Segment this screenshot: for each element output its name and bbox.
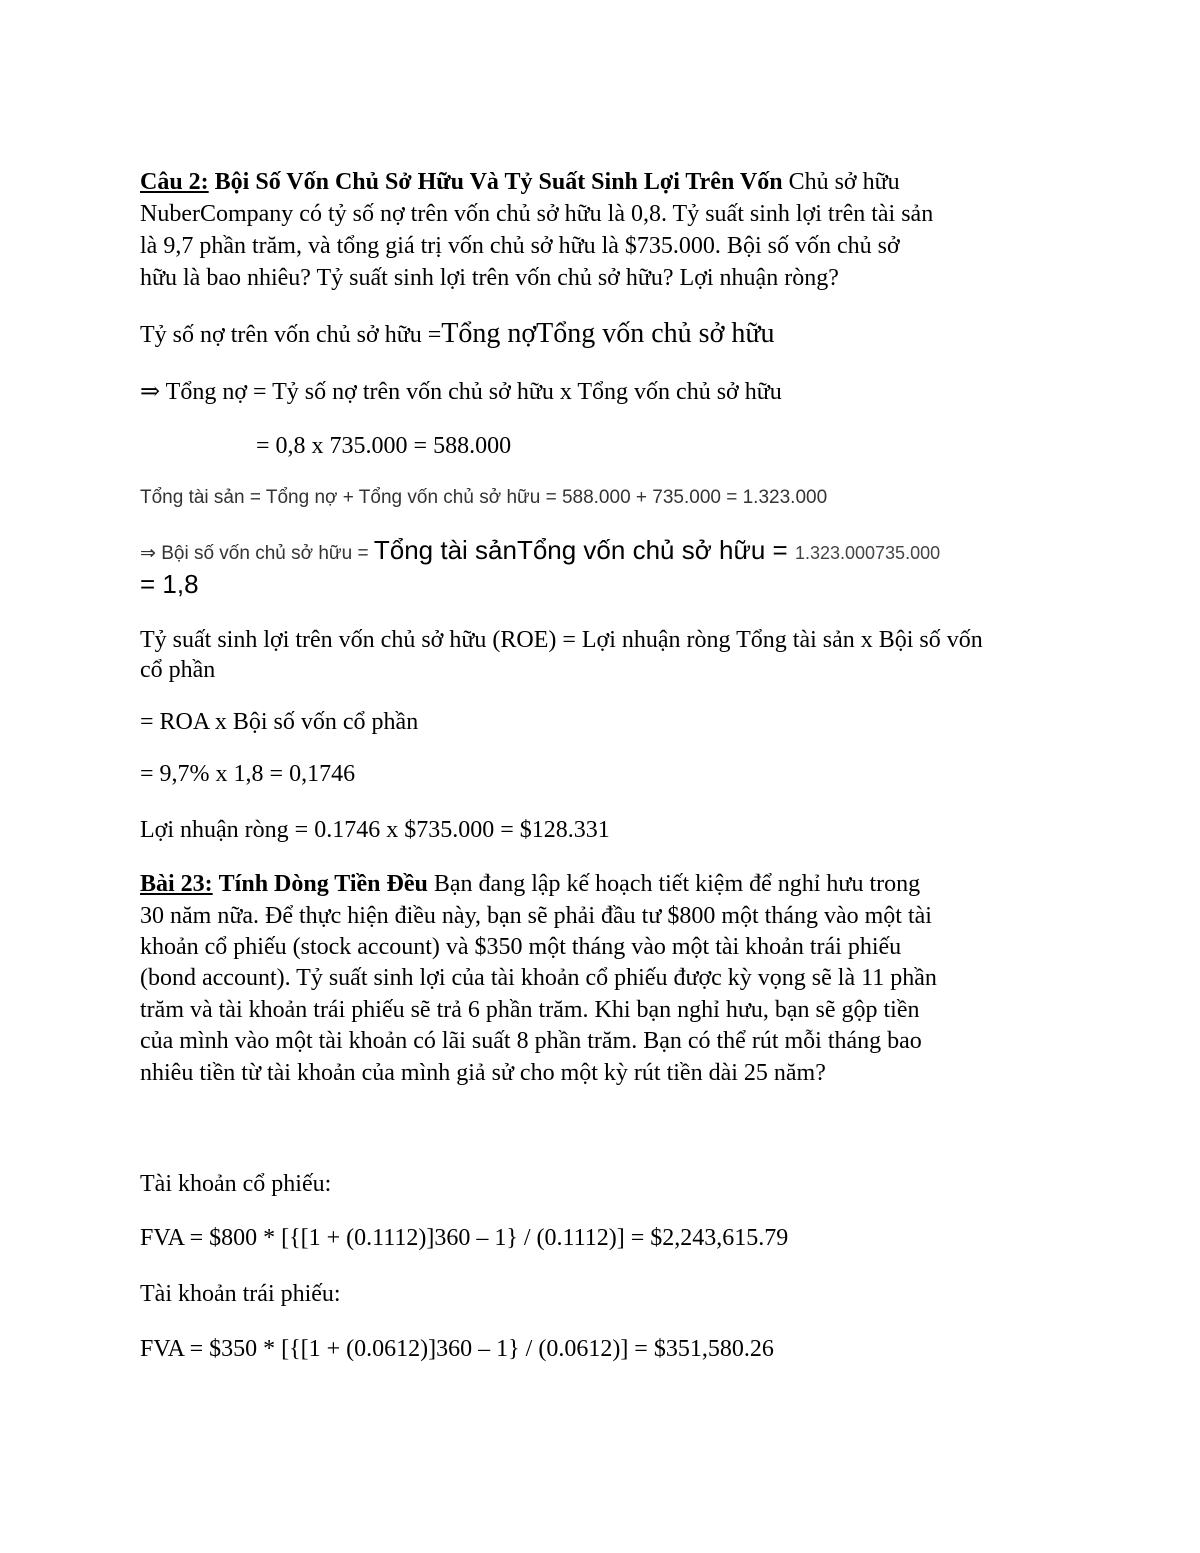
q2-title: Bội Số Vốn Chủ Sở Hữu Và Tỷ Suất Sinh Lợi Trên Vốn	[214, 169, 783, 195]
total-debt-value: = 0,8 x 735.000 = 588.000	[256, 433, 512, 459]
b23-text-line5: trăm và tài khoản trái phiếu sẽ trả 6 phần trăm. Khi bạn nghỉ hưu, bạn sẽ gộp tiền	[140, 997, 920, 1023]
q2-label: Câu 2:	[140, 169, 209, 195]
b23-text-line7: nhiêu tiền từ tài khoản của mình giả sử cho một kỳ rút tiền dài 25 năm?	[140, 1060, 826, 1086]
de-ratio-formula	[140, 320, 775, 349]
equity-multiplier-result: = 1,8	[140, 569, 199, 599]
b23-heading-line	[140, 870, 920, 898]
q2-text-line1: Chủ sở hữu	[782, 169, 900, 195]
em-mid: Tổng tài sảnTổng vốn chủ sở hữu =	[373, 535, 795, 565]
bond-account-label: Tài khoản trái phiếu:	[140, 1281, 341, 1307]
stock-account-fva: FVA = $800 * [{[1 + (0.1112)]360 – 1} / (0.1112)] = $2,243,615.79	[140, 1225, 789, 1251]
b23-text-line3: khoản cổ phiếu (stock account) và $350 một tháng vào một tài khoản trái phiếu	[140, 934, 902, 960]
roe-formula: = ROA x Bội số vốn cổ phần	[140, 709, 419, 735]
equity-multiplier-formula	[140, 536, 940, 568]
b23-title: Tính Dòng Tiền Đều	[218, 871, 428, 897]
roe-formula-line1: Tỷ suất sinh lợi trên vốn chủ sở hữu (ROE) = Lợi nhuận ròng Tổng tài sản x Bội số vốn	[140, 627, 983, 653]
q2-heading-line	[140, 168, 900, 196]
roe-value: = 9,7% x 1,8 = 0,1746	[140, 761, 356, 787]
q2-text-line2: NuberCompany có tỷ số nợ trên vốn chủ sở hữu là 0,8. Tỷ suất sinh lợi trên tài sản	[140, 201, 934, 227]
net-income: Lợi nhuận ròng = 0.1746 x $735.000 = $128.331	[140, 817, 610, 843]
q2-text-line3: là 9,7 phần trăm, và tổng giá trị vốn chủ sở hữu là $735.000. Bội số vốn chủ sở	[140, 233, 900, 259]
de-ratio-rhs: Tổng nợTổng vốn chủ sở hữu	[441, 318, 775, 349]
em-lhs: ⇒ Bội số vốn chủ sở hữu =	[140, 543, 374, 564]
b23-text-line1: Bạn đang lập kế hoạch tiết kiệm để nghỉ hưu trong	[427, 871, 921, 897]
b23-text-line6: của mình vào một tài khoản có lãi suất 8 phần trăm. Bạn có thể rút mỗi tháng bao	[140, 1028, 922, 1054]
em-rhs: 1.323.000735.000	[794, 543, 941, 563]
b23-label: Bài 23:	[140, 871, 213, 897]
roe-formula-line2: cổ phần	[140, 657, 216, 683]
q2-text-line4: hữu là bao nhiêu? Tỷ suất sinh lợi trên vốn chủ sở hữu? Lợi nhuận ròng?	[140, 265, 839, 291]
b23-text-line4: (bond account). Tỷ suất sinh lợi của tài khoản cổ phiếu được kỳ vọng sẽ là 11 phần	[140, 965, 937, 991]
stock-account-label: Tài khoản cổ phiếu:	[140, 1171, 332, 1197]
total-assets-formula: Tổng tài sản = Tổng nợ + Tổng vốn chủ sở hữu = 588.000 + 735.000 = 1.323.000	[140, 487, 828, 508]
total-debt-formula: ⇒ Tổng nợ = Tỷ số nợ trên vốn chủ sở hữu x Tổng vốn chủ sở hữu	[140, 379, 782, 405]
b23-text-line2: 30 năm nữa. Để thực hiện điều này, bạn sẽ phải đầu tư $800 một tháng vào một tài	[140, 903, 932, 929]
de-ratio-lhs: Tỷ số nợ trên vốn chủ sở hữu =	[140, 322, 442, 348]
bond-account-fva: FVA = $350 * [{[1 + (0.0612)]360 – 1} / (0.0612)] = $351,580.26	[140, 1336, 774, 1362]
